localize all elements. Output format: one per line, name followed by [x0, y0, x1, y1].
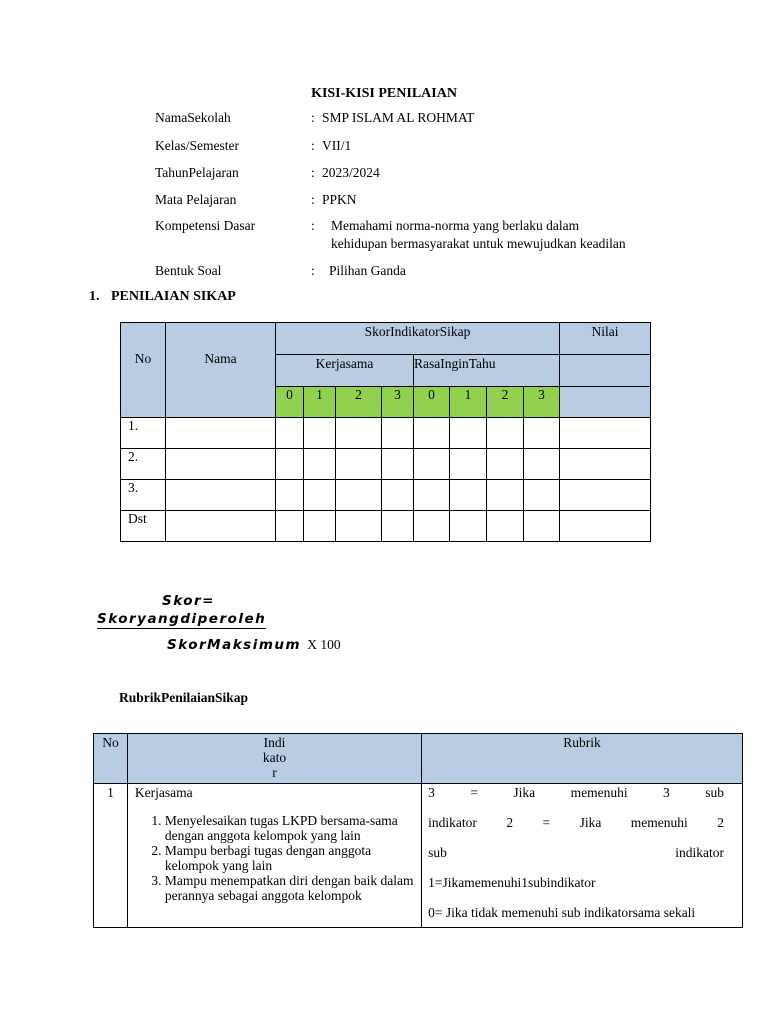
info-colon: : — [311, 110, 315, 125]
rubric-line: 0= Jika tidak memenuhi sub indikatorsama sekali — [428, 905, 696, 920]
cell — [304, 480, 336, 511]
info-value: 2023/2024 — [322, 165, 380, 180]
score-header: 0 — [414, 387, 450, 418]
info-value: SMP ISLAM AL ROHMAT — [322, 110, 475, 125]
formula-denominator-text: SkorMaksimum — [167, 637, 302, 653]
cell — [487, 418, 524, 449]
table-row — [121, 511, 651, 542]
cell — [166, 480, 276, 511]
header-line: r — [272, 765, 277, 780]
section-title: PENILAIAN SIKAP — [111, 289, 236, 304]
rubric-title: RubrikPenilaianSikap — [119, 690, 249, 705]
rubric-criteria-cell — [422, 784, 743, 928]
cell — [276, 449, 304, 480]
cell — [276, 418, 304, 449]
info-colon: : — [311, 192, 315, 207]
score-header: 2 — [487, 387, 524, 418]
cell — [524, 480, 560, 511]
indicator-name: Kerjasama — [134, 785, 193, 800]
rubric-row-no: 1 — [94, 784, 128, 928]
score-header: 2 — [336, 387, 382, 418]
rubric-line: sub indikator — [428, 845, 724, 860]
cell — [487, 511, 524, 542]
attitude-assessment-table — [120, 322, 651, 542]
cell — [524, 418, 560, 449]
info-label: TahunPelajaran — [155, 165, 239, 180]
score-header: 3 — [382, 387, 414, 418]
document-title: KISI-KISI PENILAIAN — [311, 86, 457, 101]
cell — [414, 480, 450, 511]
cell — [382, 418, 414, 449]
rubric-header-no: No — [94, 734, 128, 784]
rubric-line: indikator 2 = Jika memenuhi 2 — [428, 815, 724, 830]
header-nama: Nama — [166, 323, 276, 418]
info-value-line: Memahami norma-norma yang berlaku dalam — [331, 218, 580, 233]
formula-multiplier: X 100 — [307, 637, 341, 652]
cell — [166, 418, 276, 449]
info-value: Pilihan Ganda — [329, 263, 406, 278]
cell — [382, 511, 414, 542]
cell — [304, 449, 336, 480]
indicator-item: 2. Mampu berbagi tugas dengan anggota kelompok yang lain — [165, 843, 415, 873]
info-colon: : — [311, 138, 315, 153]
cell — [414, 449, 450, 480]
section-number: 1. — [89, 289, 100, 304]
indicator-item: 3. Mampu menempatkan diri dengan baik dalam perannya sebagai anggota kelompok — [165, 873, 415, 903]
info-label: Mata Pelajaran — [155, 192, 237, 207]
score-header: 1 — [450, 387, 487, 418]
cell — [414, 418, 450, 449]
cell — [304, 418, 336, 449]
info-colon: : — [311, 263, 315, 278]
cell — [336, 449, 382, 480]
rubric-table — [93, 733, 743, 928]
header-nilai: Nilai — [560, 323, 651, 355]
cell — [487, 449, 524, 480]
cell — [276, 511, 304, 542]
indicator-item: 1. Menyelesaikan tugas LKPD bersama-sama dengan anggota kelompok yang lain — [165, 813, 415, 843]
row-number: 3. — [121, 480, 166, 511]
info-label: NamaSekolah — [155, 110, 231, 125]
row-number: 2. — [121, 449, 166, 480]
header-empty — [560, 387, 651, 418]
rubric-header-rubrik: Rubrik — [422, 734, 743, 784]
table-row — [121, 418, 651, 449]
cell — [166, 449, 276, 480]
cell — [560, 480, 651, 511]
row-number: Dst — [121, 511, 166, 542]
cell — [450, 511, 487, 542]
cell — [336, 418, 382, 449]
cell — [560, 511, 651, 542]
rubric-indicator-cell — [127, 784, 421, 928]
info-colon: : — [311, 165, 315, 180]
info-value: VII/1 — [322, 138, 352, 153]
info-label: Kompetensi Dasar — [155, 218, 256, 233]
rubric-line: 3 = Jika memenuhi 3 sub — [428, 785, 724, 800]
cell — [560, 449, 651, 480]
header-rasa-ingin-tahu: RasaInginTahu — [414, 355, 560, 387]
info-label: Kelas/Semester — [155, 138, 239, 153]
rubric-header-indikator — [127, 734, 421, 784]
cell — [276, 480, 304, 511]
cell — [450, 418, 487, 449]
formula-line-score: Skor= — [162, 593, 215, 609]
cell — [414, 511, 450, 542]
row-number: 1. — [121, 418, 166, 449]
info-colon: : — [311, 218, 315, 233]
cell — [166, 511, 276, 542]
info-value: PPKN — [322, 192, 357, 207]
header-skor-indikator: SkorIndikatorSikap — [276, 323, 560, 355]
table-row — [121, 449, 651, 480]
cell — [382, 449, 414, 480]
formula-numerator: Skoryangdiperoleh — [97, 611, 267, 627]
score-header: 1 — [304, 387, 336, 418]
info-value-line: kehidupan bermasyarakat untuk mewujudkan keadilan — [331, 236, 626, 251]
cell — [487, 480, 524, 511]
info-label: Bentuk Soal — [155, 263, 222, 278]
cell — [450, 480, 487, 511]
cell — [336, 511, 382, 542]
cell — [304, 511, 336, 542]
rubric-line: 1=Jikamemenuhi1subindikator — [428, 875, 596, 890]
header-kerjasama: Kerjasama — [276, 355, 414, 387]
score-header: 3 — [524, 387, 560, 418]
cell — [336, 480, 382, 511]
cell — [524, 511, 560, 542]
cell — [382, 480, 414, 511]
header-empty — [560, 355, 651, 387]
cell — [450, 449, 487, 480]
header-no: No — [121, 323, 166, 418]
indicator-list — [135, 813, 415, 903]
section-heading — [89, 289, 236, 305]
formula-denominator — [167, 637, 341, 653]
cell — [524, 449, 560, 480]
cell — [560, 418, 651, 449]
header-line: Indi — [263, 735, 286, 750]
header-line: kato — [262, 750, 287, 765]
score-header: 0 — [276, 387, 304, 418]
table-row — [121, 480, 651, 511]
